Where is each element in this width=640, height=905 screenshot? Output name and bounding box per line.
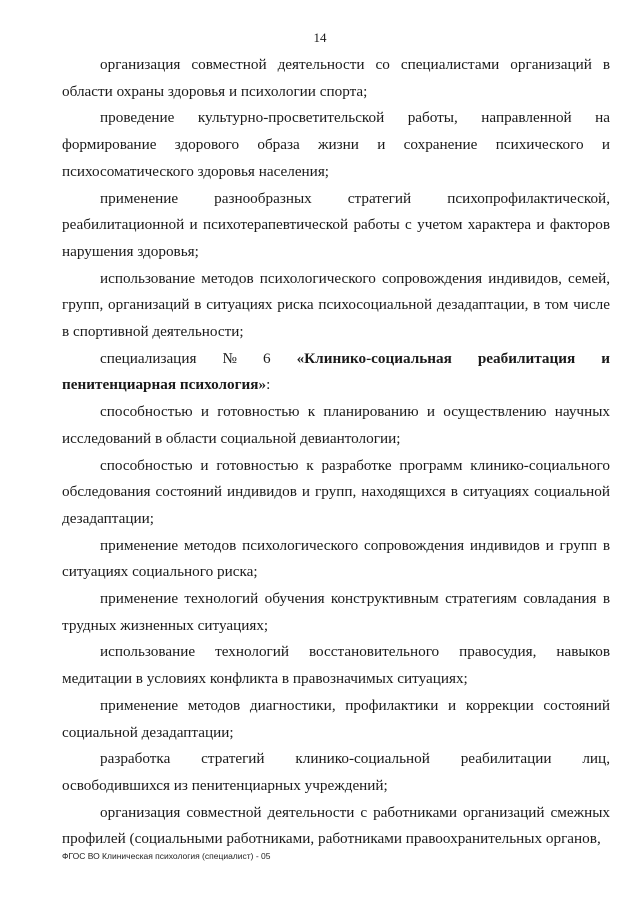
- specialization-colon: :: [266, 376, 271, 394]
- specialization-heading: [62, 346, 610, 373]
- paragraph: организация совместной деятельности со специалистами организаций в области охраны здоровья и психологии спорта;: [62, 56, 610, 100]
- paragraph: использование технологий восстановительного правосудия, навыков медитации в условиях конфликта в правозначимых ситуациях;: [62, 643, 610, 688]
- paragraph: организация совместной деятельности с работниками организаций смежных профилей (социальными работниками, работниками правоохранительных органов,: [62, 803, 610, 848]
- paragraph: использование методов психологического сопровождения индивидов, семей, групп, организаций в ситуациях риска психосоциальной дезадаптации, в том числе в спортивной деятельности;: [62, 269, 610, 341]
- paragraph: способностью и готовностью к планированию и осуществлению научных исследований в области социальной девиантологии;: [62, 403, 610, 447]
- specialization-title-part2: реабилитация: [477, 349, 576, 367]
- specialization-title-part1: «Клинико-социальная: [296, 349, 452, 367]
- paragraph: применение методов психологического сопровождения индивидов и групп в ситуациях социального риска;: [62, 536, 610, 581]
- specialization-title-continuation: пенитенциарная психология»: [62, 376, 267, 394]
- specialization-title-part3: и: [601, 349, 610, 367]
- paragraph: проведение культурно-просветительской работы, направленной на формирование здорового образа жизни и сохранение психического и психосоматического здоровья населения;: [62, 109, 610, 180]
- specialization-prefix: специализация: [100, 349, 197, 367]
- page-footer: ФГОС ВО Клиническая психология (специалист) - 05: [62, 851, 271, 861]
- page-body: [62, 52, 610, 853]
- paragraph: применение разнообразных стратегий психопрофилактической, реабилитационной и психотерапевтической работы с учетом характера и факторов нарушения здоровья;: [62, 189, 610, 260]
- paragraph: разработка стратегий клинико-социальной реабилитации лиц, освободившихся из пенитенциарных учреждений;: [62, 750, 610, 794]
- paragraph: применение технологий обучения конструктивным стратегиям совладания в трудных жизненных ситуациях;: [62, 590, 610, 634]
- paragraph: применение методов диагностики, профилактики и коррекции состояний социальной дезадаптации;: [62, 696, 610, 741]
- specialization-number: 6: [262, 349, 271, 367]
- specialization-title-line2: [62, 372, 610, 399]
- page-number: 14: [313, 30, 327, 45]
- specialization-number-sign: №: [222, 349, 237, 367]
- paragraph: способностью и готовностью к разработке программ клинико-социального обследования состояний индивидов и групп, находящихся в ситуациях социальной дезадаптации;: [62, 456, 610, 527]
